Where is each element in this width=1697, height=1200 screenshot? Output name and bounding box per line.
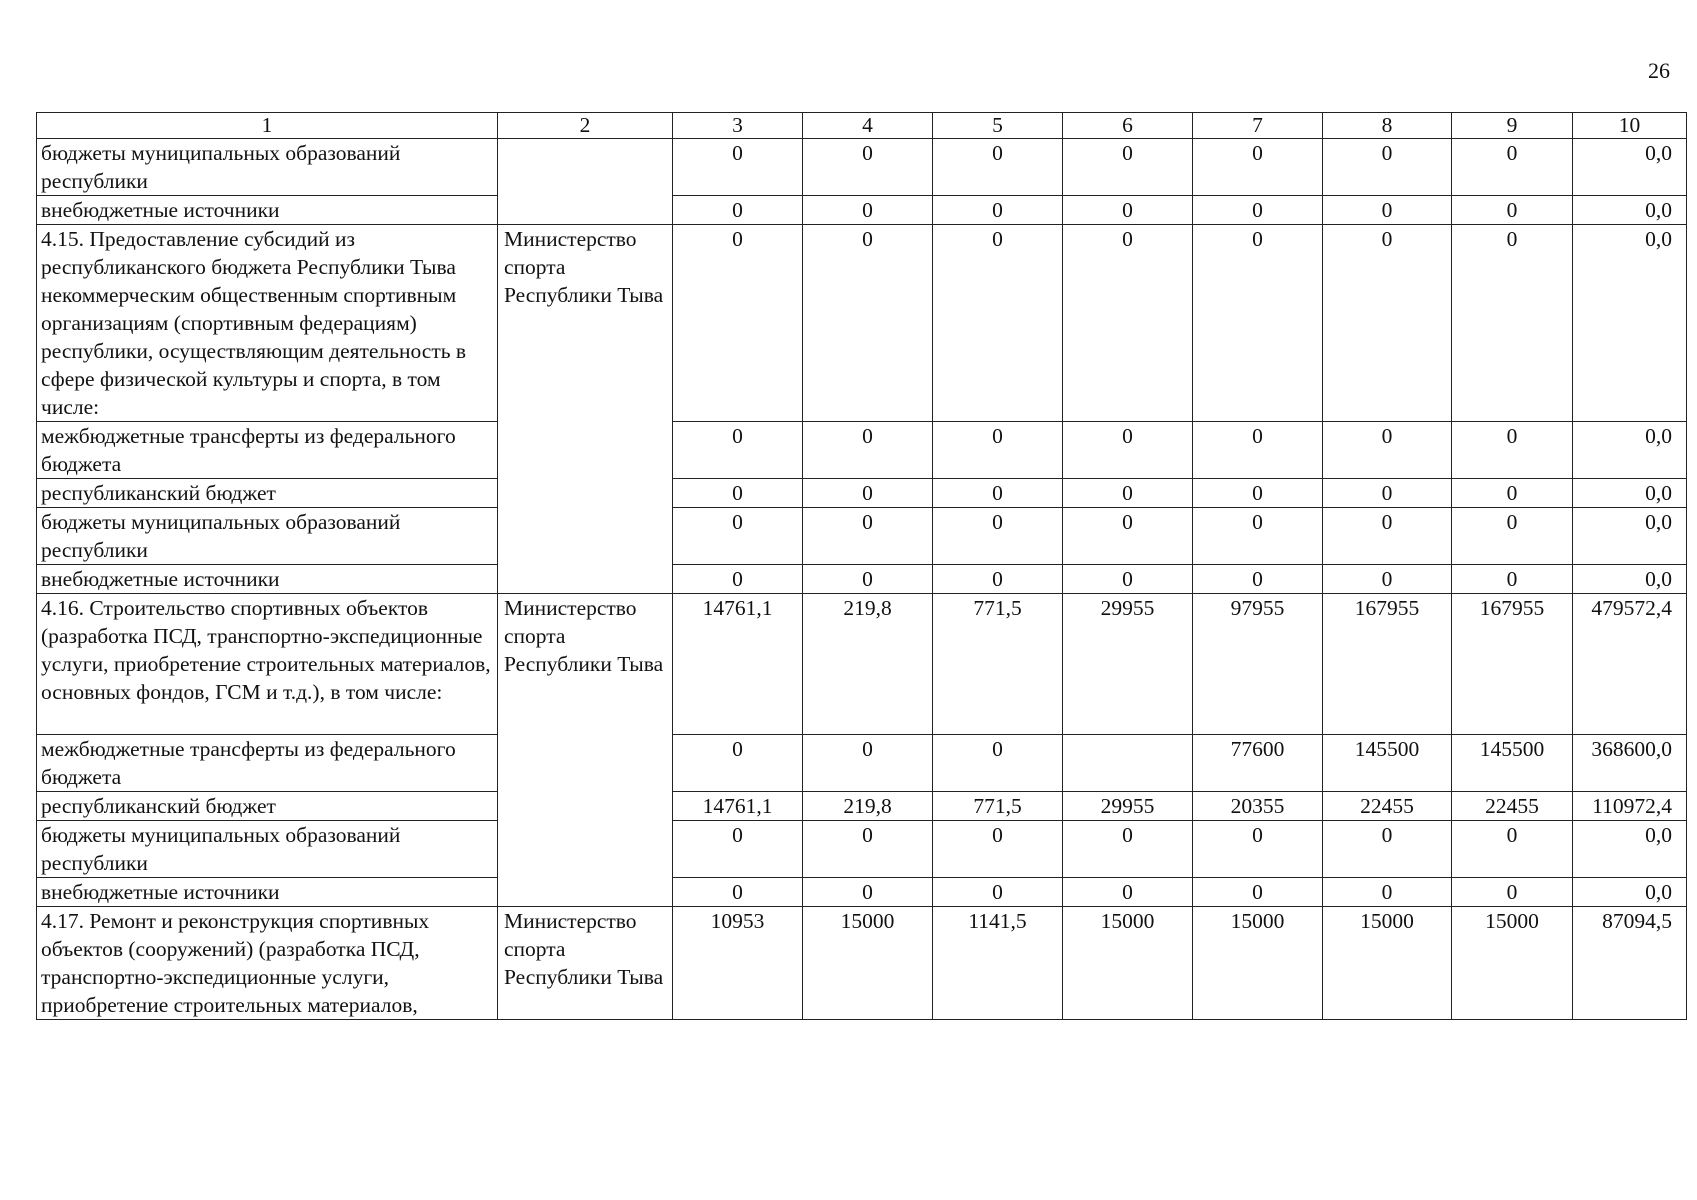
value-cell: 0 <box>1193 565 1323 594</box>
value-cell: 0 <box>1193 139 1323 196</box>
value-cell: 29955 <box>1063 594 1193 735</box>
table-row <box>37 196 1687 225</box>
value-cell: 0 <box>1452 225 1573 422</box>
total-cell: 0,0 <box>1573 196 1687 225</box>
column-header: 9 <box>1452 113 1573 139</box>
value-cell: 0 <box>1323 139 1452 196</box>
row-label: межбюджетные трансферты из федерального бюджета <box>37 735 498 792</box>
total-cell: 87094,5 <box>1573 907 1687 1020</box>
row-label: республиканский бюджет <box>37 792 498 821</box>
table-row <box>37 139 1687 196</box>
value-cell: 0 <box>803 196 933 225</box>
value-cell: 0 <box>933 565 1063 594</box>
total-cell: 0,0 <box>1573 508 1687 565</box>
column-header: 1 <box>37 113 498 139</box>
value-cell: 0 <box>1063 225 1193 422</box>
value-cell: 0 <box>933 878 1063 907</box>
value-cell: 22455 <box>1323 792 1452 821</box>
budget-table <box>36 112 1687 1020</box>
row-label: 4.15. Предоставление субсидий из республиканского бюджета Республики Тыва некоммерческим общественным спортивным организациям (спортивным федерациям) республики, осуществляющим деятельность в сфере физической культуры и спорта, в том числе: <box>37 225 498 422</box>
total-cell: 0,0 <box>1573 565 1687 594</box>
value-cell: 0 <box>1063 196 1193 225</box>
value-cell: 0 <box>933 196 1063 225</box>
table-row <box>37 735 1687 792</box>
value-cell: 0 <box>673 821 803 878</box>
table-row <box>37 907 1687 1020</box>
value-cell: 15000 <box>1452 907 1573 1020</box>
row-label: внебюджетные источники <box>37 878 498 907</box>
value-cell: 0 <box>1323 508 1452 565</box>
total-cell: 479572,4 <box>1573 594 1687 735</box>
value-cell: 0 <box>1452 878 1573 907</box>
row-label: бюджеты муниципальных образований республики <box>37 821 498 878</box>
value-cell: 97955 <box>1193 594 1323 735</box>
total-cell: 0,0 <box>1573 479 1687 508</box>
value-cell: 29955 <box>1063 792 1193 821</box>
table-row <box>37 821 1687 878</box>
value-cell: 0 <box>803 878 933 907</box>
row-label: межбюджетные трансферты из федерального бюджета <box>37 422 498 479</box>
value-cell: 0 <box>1193 878 1323 907</box>
row-label: внебюджетные источники <box>37 565 498 594</box>
table-row <box>37 792 1687 821</box>
column-header: 7 <box>1193 113 1323 139</box>
value-cell: 145500 <box>1452 735 1573 792</box>
value-cell: 0 <box>1452 422 1573 479</box>
value-cell: 0 <box>1063 139 1193 196</box>
table-row <box>37 479 1687 508</box>
column-header: 8 <box>1323 113 1452 139</box>
table-row <box>37 508 1687 565</box>
total-cell: 0,0 <box>1573 878 1687 907</box>
value-cell: 0 <box>673 565 803 594</box>
value-cell: 1141,5 <box>933 907 1063 1020</box>
value-cell: 0 <box>933 735 1063 792</box>
row-label: бюджеты муниципальных образований республики <box>37 508 498 565</box>
value-cell: 0 <box>1193 508 1323 565</box>
value-cell: 15000 <box>803 907 933 1020</box>
value-cell: 14761,1 <box>673 792 803 821</box>
value-cell: 0 <box>1063 479 1193 508</box>
responsible-cell <box>498 139 673 225</box>
value-cell: 0 <box>933 139 1063 196</box>
value-cell: 167955 <box>1323 594 1452 735</box>
value-cell: 0 <box>1323 225 1452 422</box>
value-cell: 0 <box>803 479 933 508</box>
column-header: 6 <box>1063 113 1193 139</box>
row-label: внебюджетные источники <box>37 196 498 225</box>
value-cell: 0 <box>1063 508 1193 565</box>
value-cell: 219,8 <box>803 792 933 821</box>
value-cell: 0 <box>673 479 803 508</box>
column-header: 5 <box>933 113 1063 139</box>
value-cell: 0 <box>673 139 803 196</box>
value-cell: 0 <box>1193 479 1323 508</box>
total-cell: 0,0 <box>1573 821 1687 878</box>
total-cell: 0,0 <box>1573 139 1687 196</box>
value-cell: 0 <box>673 196 803 225</box>
value-cell: 771,5 <box>933 594 1063 735</box>
value-cell: 15000 <box>1323 907 1452 1020</box>
value-cell: 167955 <box>1452 594 1573 735</box>
value-cell: 0 <box>933 508 1063 565</box>
value-cell: 0 <box>1323 878 1452 907</box>
value-cell: 0 <box>803 735 933 792</box>
value-cell: 0 <box>673 878 803 907</box>
value-cell: 0 <box>1063 878 1193 907</box>
value-cell: 0 <box>673 735 803 792</box>
value-cell: 0 <box>1193 225 1323 422</box>
value-cell <box>1063 735 1193 792</box>
column-header: 10 <box>1573 113 1687 139</box>
value-cell: 0 <box>1452 139 1573 196</box>
value-cell: 0 <box>1452 479 1573 508</box>
value-cell: 0 <box>1323 422 1452 479</box>
total-cell: 368600,0 <box>1573 735 1687 792</box>
value-cell: 20355 <box>1193 792 1323 821</box>
table-row <box>37 594 1687 735</box>
value-cell: 14761,1 <box>673 594 803 735</box>
value-cell: 0 <box>933 821 1063 878</box>
row-label: 4.17. Ремонт и реконструкция спортивных объектов (сооружений) (разработка ПСД, транспортно-экспедиционные услуги, приобретение строительных материалов, <box>37 907 498 1020</box>
value-cell: 0 <box>1452 196 1573 225</box>
value-cell: 0 <box>1452 508 1573 565</box>
value-cell: 0 <box>673 508 803 565</box>
value-cell: 0 <box>1323 821 1452 878</box>
value-cell: 77600 <box>1193 735 1323 792</box>
total-cell: 110972,4 <box>1573 792 1687 821</box>
value-cell: 0 <box>1323 565 1452 594</box>
table-row <box>37 565 1687 594</box>
value-cell: 771,5 <box>933 792 1063 821</box>
table-row <box>37 422 1687 479</box>
value-cell: 15000 <box>1193 907 1323 1020</box>
value-cell: 145500 <box>1323 735 1452 792</box>
page-number: 26 <box>1648 58 1670 83</box>
value-cell: 0 <box>1063 821 1193 878</box>
value-cell: 15000 <box>1063 907 1193 1020</box>
value-cell: 0 <box>803 508 933 565</box>
value-cell: 0 <box>803 821 933 878</box>
value-cell: 0 <box>673 225 803 422</box>
total-cell: 0,0 <box>1573 422 1687 479</box>
value-cell: 0 <box>803 422 933 479</box>
value-cell: 0 <box>1323 479 1452 508</box>
value-cell: 10953 <box>673 907 803 1020</box>
row-label: республиканский бюджет <box>37 479 498 508</box>
value-cell: 0 <box>933 479 1063 508</box>
column-number-row <box>37 113 1687 139</box>
row-label: 4.16. Строительство спортивных объектов (разработка ПСД, транспортно-экспедиционные услуги, приобретение строительных материалов, основных фондов, ГСМ и т.д.), в том числе: <box>37 594 498 735</box>
column-header: 3 <box>673 113 803 139</box>
total-cell: 0,0 <box>1573 225 1687 422</box>
value-cell: 22455 <box>1452 792 1573 821</box>
value-cell: 0 <box>803 139 933 196</box>
value-cell: 0 <box>1193 422 1323 479</box>
responsible-cell: Министерство спорта Республики Тыва <box>498 225 673 594</box>
column-header: 2 <box>498 113 673 139</box>
value-cell: 0 <box>1193 821 1323 878</box>
responsible-cell: Министерство спорта Республики Тыва <box>498 594 673 907</box>
value-cell: 0 <box>673 422 803 479</box>
value-cell: 0 <box>1323 196 1452 225</box>
value-cell: 0 <box>803 565 933 594</box>
row-label: бюджеты муниципальных образований республики <box>37 139 498 196</box>
table-row <box>37 878 1687 907</box>
value-cell: 0 <box>803 225 933 422</box>
table-row <box>37 225 1687 422</box>
value-cell: 0 <box>933 225 1063 422</box>
value-cell: 0 <box>933 422 1063 479</box>
value-cell: 0 <box>1193 196 1323 225</box>
value-cell: 219,8 <box>803 594 933 735</box>
value-cell: 0 <box>1452 821 1573 878</box>
value-cell: 0 <box>1452 565 1573 594</box>
value-cell: 0 <box>1063 422 1193 479</box>
column-header: 4 <box>803 113 933 139</box>
responsible-cell: Министерство спорта Республики Тыва <box>498 907 673 1020</box>
value-cell: 0 <box>1063 565 1193 594</box>
